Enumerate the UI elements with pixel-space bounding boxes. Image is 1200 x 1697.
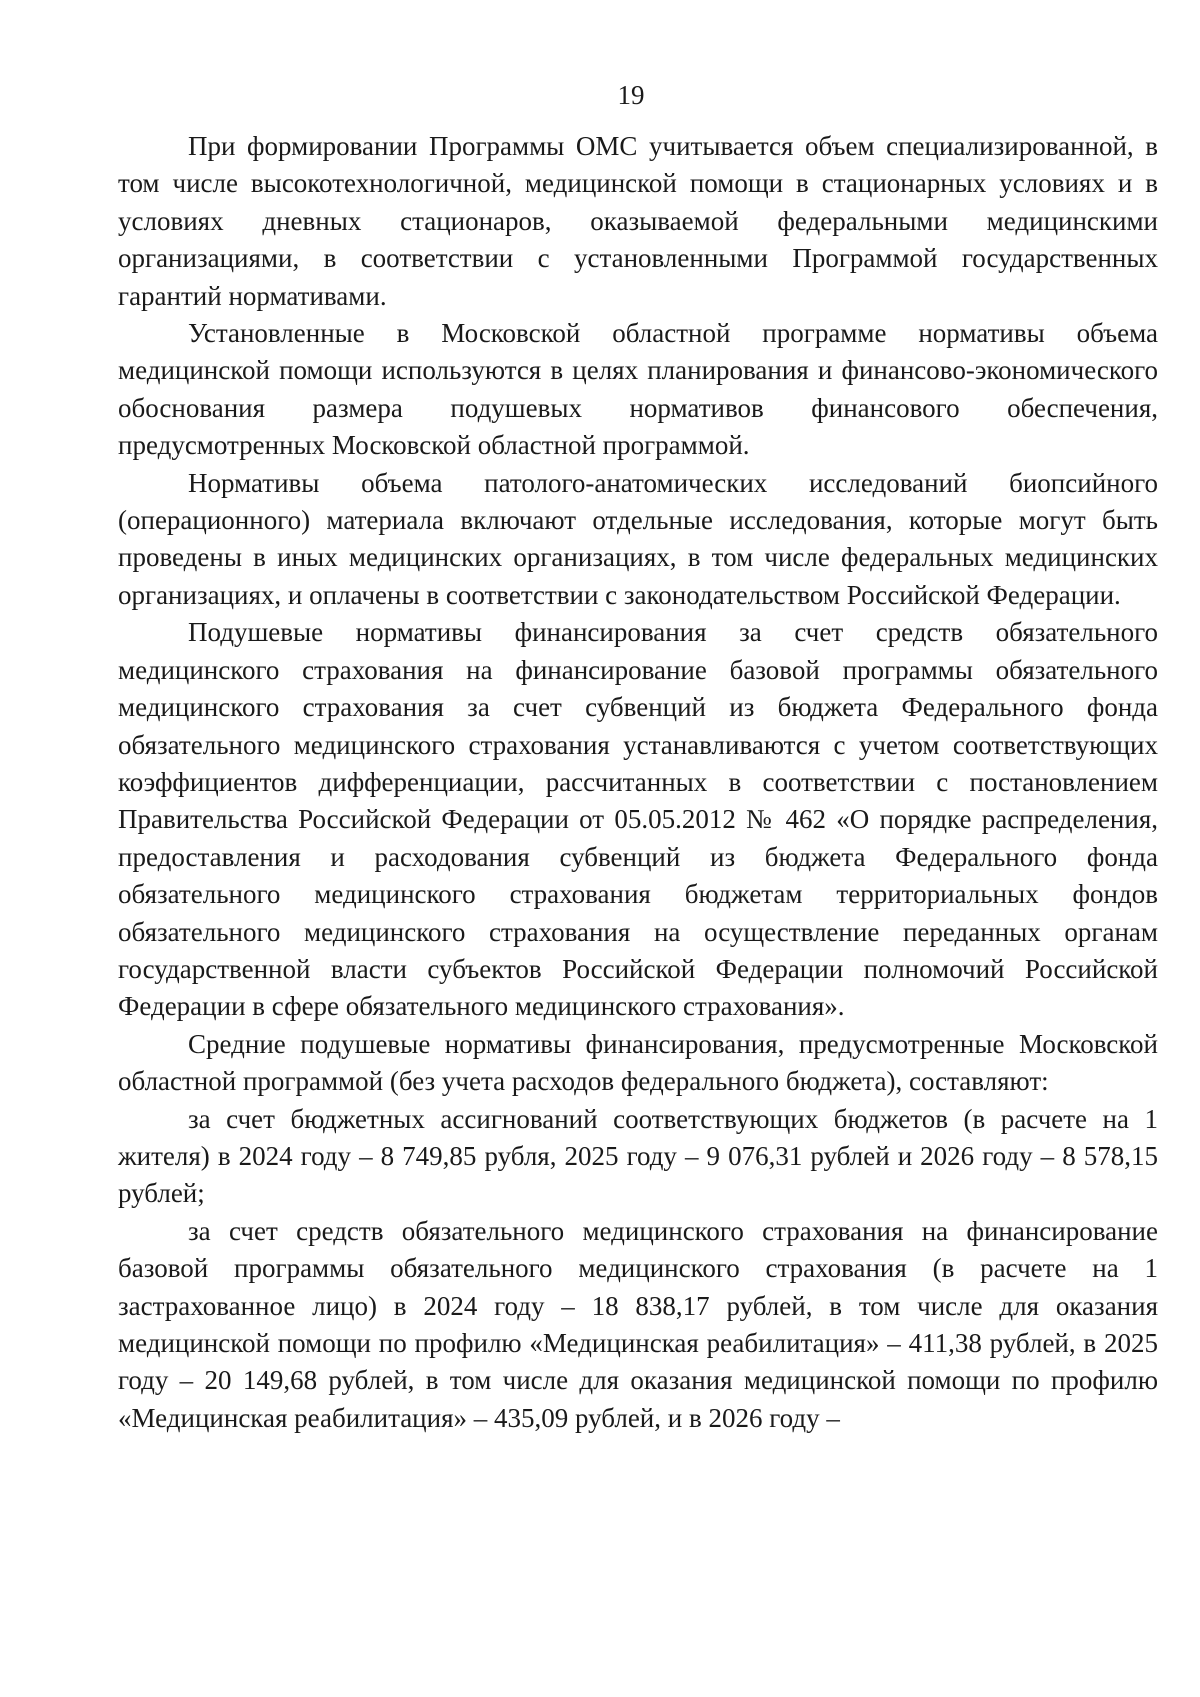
paragraph-average-norms: Средние подушевые нормативы финансирования, предусмотренные Московской областной программой (без учета расходов федерального бюджета), составляют: (118, 1028, 1158, 1097)
paragraph-oms-program: При формировании Программы ОМС учитывается объем специализированной, в том числе высокотехнологичной, медицинской помощи в стационарных условиях и в условиях дневных стационаров, оказываемой федеральными медицинскими организациями, в соответствии с установленными Программой государственных гарантий нормативами. (118, 131, 1158, 311)
document-body (118, 128, 1158, 1437)
paragraph-per-capita-norms: Подушевые нормативы финансирования за счет средств обязательного медицинского страхования на финансирование базовой программы обязательного медицинского страхования за счет субвенций из бюджета Федерального фонда обязательного медицинского страхования устанавливаются с учетом соответствующих коэффициентов дифференциации, рассчитанных в соответствии с постановлением Правительства Российской Федерации от 05.05.2012 № 462 «О порядке распределения, предоставления и расходования субвенций из бюджета Федерального фонда обязательного медицинского страхования бюджетам территориальных фондов обязательного медицинского страхования на осуществление переданных органам государственной власти субъектов Российской Федерации полномочий Российской Федерации в сфере обязательного медицинского страхования». (118, 617, 1158, 1022)
paragraph-volume-norms: Установленные в Московской областной программе нормативы объема медицинской помощи используются в целях планирования и финансово-экономического обоснования размера подушевых нормативов финансового обеспечения, предусмотренных Московской областной программой. (118, 318, 1158, 461)
paragraph-budget-allocations: за счет бюджетных ассигнований соответствующих бюджетов (в расчете на 1 жителя) в 2024 году – 8 749,85 рубля, 2025 году – 9 076,31 рублей и 2026 году – 8 578,15 рублей; (118, 1103, 1158, 1209)
page-number: 19 (617, 80, 645, 110)
paragraph-pathology-norms: Нормативы объема патолого-анатомических исследований биопсийного (операционного) материала включают отдельные исследования, которые могут быть проведены в иных медицинских организациях, в том числе федеральных медицинских организациях, и оплачены в соответствии с законодательством Российской Федерации. (118, 467, 1158, 610)
paragraph-oms-funds: за счет средств обязательного медицинского страхования на финансирование базовой программы обязательного медицинского страхования (в расчете на 1 застрахованное лицо) в 2024 году – 18 838,17 рублей, в том числе для оказания медицинской помощи по профилю «Медицинская реабилитация» – 411,38 рублей, в 2025 году – 20 149,68 рублей, в том числе для оказания медицинской помощи по профилю «Медицинская реабилитация» – 435,09 рублей, и в 2026 году – (118, 1215, 1158, 1433)
